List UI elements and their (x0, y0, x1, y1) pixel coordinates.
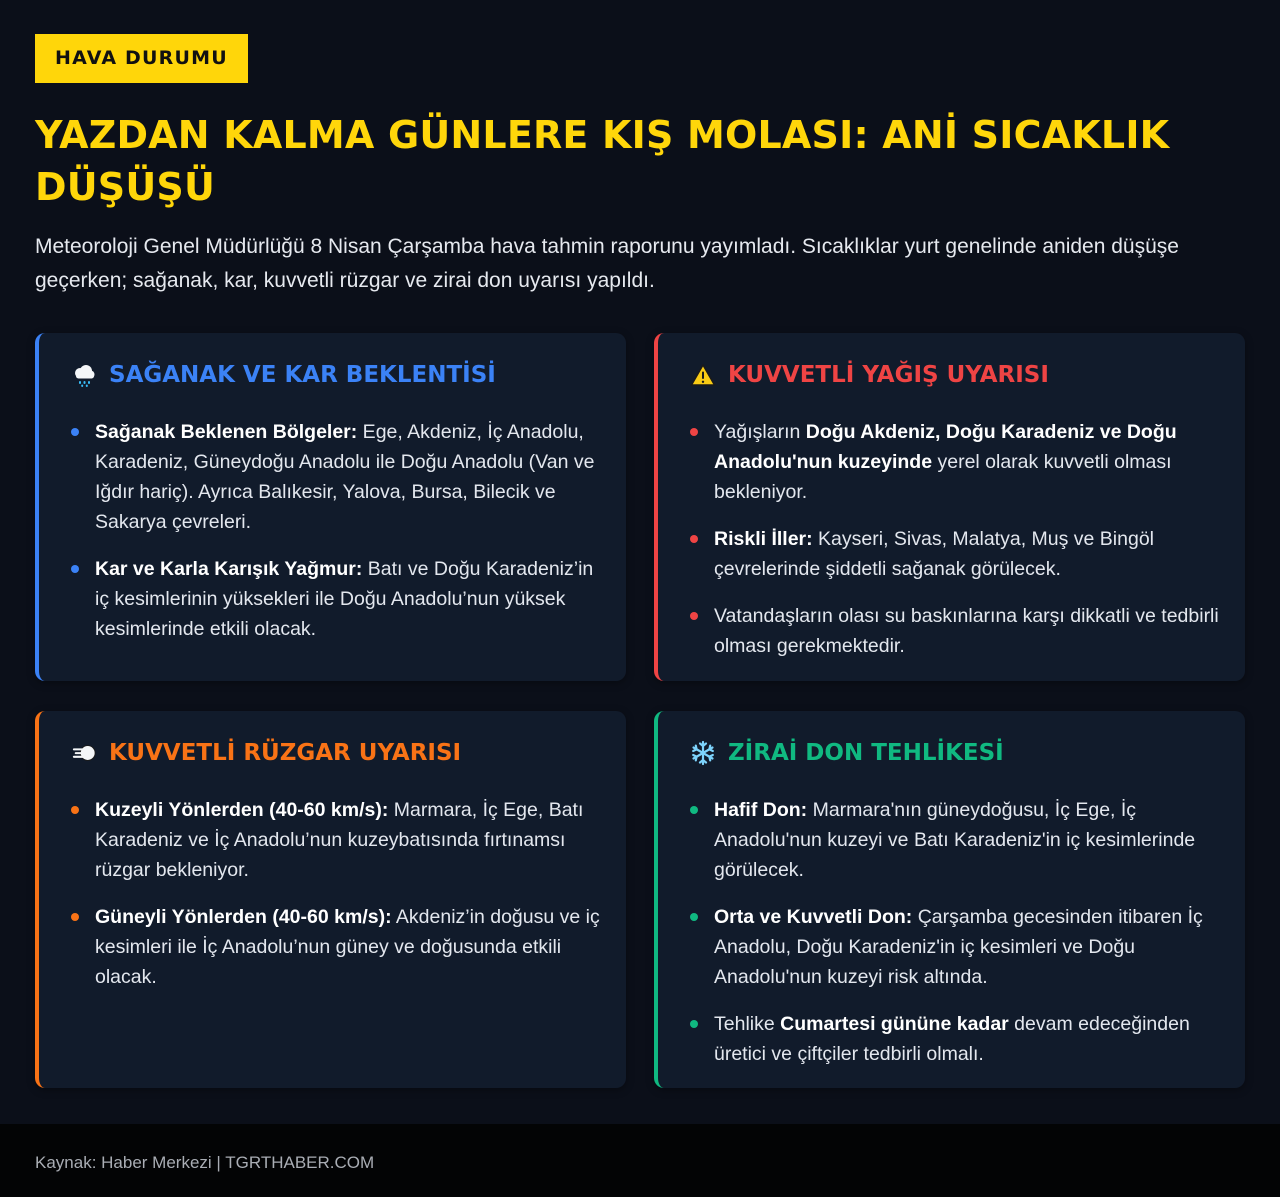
card-rain-snow (35, 333, 626, 681)
list-item (71, 417, 602, 537)
card-title-text: SAĞANAK VE KAR BEKLENTİSİ (109, 362, 496, 388)
snowflake-icon (690, 740, 716, 766)
item-text: Çarşamba gecesinden itibaren İç Anadolu, Doğu Karadeniz'in iç kesimleri ve Doğu Anadolu'nun kuzeyi risk altında. (714, 906, 1203, 988)
card-title-text: KUVVETLİ YAĞIŞ UYARISI (728, 362, 1049, 388)
warning-icon (690, 362, 716, 388)
card-title (71, 737, 602, 769)
headline: YAZDAN KALMA GÜNLERE KIŞ MOLASI: ANİ SICAKLIK DÜŞÜŞÜ (35, 113, 1170, 209)
card-frost (654, 711, 1245, 1088)
card-title (690, 737, 1221, 769)
bullet-list (690, 417, 1221, 661)
bullet-list (71, 795, 602, 992)
bullet-list (71, 417, 602, 644)
item-text: Ege, Akdeniz, İç Anadolu, Karadeniz, Güneydoğu Anadolu ile Doğu Anadolu (Van ve Iğdır hariç). Ayrıca Balıkesir, Yalova, Bursa, Bilecik ve Sakarya çevreleri. (95, 421, 595, 533)
list-item (690, 902, 1221, 992)
list-item (690, 417, 1221, 507)
item-text: Vatandaşların olası su baskınlarına karşı dikkatli ve tedbirli olması gerekmektedir. (714, 605, 1219, 657)
list-item (690, 795, 1221, 885)
item-bold: Orta ve Kuvvetli Don: (714, 906, 913, 928)
item-text: yerel olarak kuvvetli olması bekleniyor. (714, 451, 1172, 503)
card-strong-wind (35, 711, 626, 1088)
item-bold: Doğu Akdeniz, Doğu Karadeniz ve Doğu Anadolu'nun kuzeyinde (714, 421, 1177, 473)
item-bold: Sağanak Beklenen Bölgeler: (95, 421, 358, 443)
item-text: Batı ve Doğu Karadeniz’in iç kesimlerinin yüksekleri ile Doğu Anadolu’nun yüksek kesimlerinde etkili olacak. (95, 558, 594, 640)
item-bold: Kuzeyli Yönlerden (40-60 km/s): (95, 799, 389, 821)
alert-cards-grid (35, 333, 1245, 1088)
item-text: Marmara, İç Ege, Batı Karadeniz ve İç Anadolu’nun kuzeybatısında fırtınamsı rüzgar bekleniyor. (95, 799, 584, 881)
item-text: Akdeniz’in doğusu ve iç kesimleri ile İç Anadolu’nun güney ve doğusunda etkili olacak. (95, 906, 600, 988)
item-bold: Cumartesi gününe kadar (780, 1013, 1009, 1035)
item-bold: Hafif Don: (714, 799, 808, 821)
card-title-text: KUVVETLİ RÜZGAR UYARISI (109, 740, 462, 766)
category-badge: HAVA DURUMU (35, 34, 248, 83)
item-bold: Riskli İller: (714, 528, 813, 550)
list-item (690, 601, 1221, 661)
item-text: Yağışların (714, 421, 806, 443)
list-item (71, 902, 602, 992)
list-item (71, 795, 602, 885)
rain-cloud-icon (71, 362, 97, 388)
list-item (690, 1009, 1221, 1069)
wind-icon (71, 740, 97, 766)
lead-paragraph: Meteoroloji Genel Müdürlüğü 8 Nisan Çarşamba hava tahmin raporunu yayımladı. Sıcaklıklar yurt genelinde aniden düşüşe geçerken; sağanak, kar, kuvvetli rüzgar ve zirai don uyarısı yapıldı. (35, 235, 1179, 292)
item-text: Kayseri, Sivas, Malatya, Muş ve Bingöl çevrelerinde şiddetli sağanak görülecek. (714, 528, 1155, 580)
card-heavy-rain (654, 333, 1245, 681)
card-title-text: ZİRAİ DON TEHLİKESİ (728, 740, 1004, 766)
item-text: Tehlike (714, 1013, 781, 1035)
list-item (71, 554, 602, 644)
item-bold: Güneyli Yönlerden (40-60 km/s): (95, 906, 392, 928)
bullet-list (690, 795, 1221, 1069)
card-title (690, 359, 1221, 391)
item-text: Marmara'nın güneydoğusu, İç Ege, İç Anadolu'nun kuzeyi ve Batı Karadeniz'in iç kesimlerinde görülecek. (714, 799, 1196, 881)
card-title (71, 359, 602, 391)
item-bold: Kar ve Karla Karışık Yağmur: (95, 558, 363, 580)
list-item (690, 524, 1221, 584)
source-footer: Kaynak: Haber Merkezi | TGRTHABER.COM (0, 1124, 1280, 1197)
item-text: devam edeceğinden üretici ve çiftçiler tedbirli olmalı. (714, 1013, 1190, 1065)
